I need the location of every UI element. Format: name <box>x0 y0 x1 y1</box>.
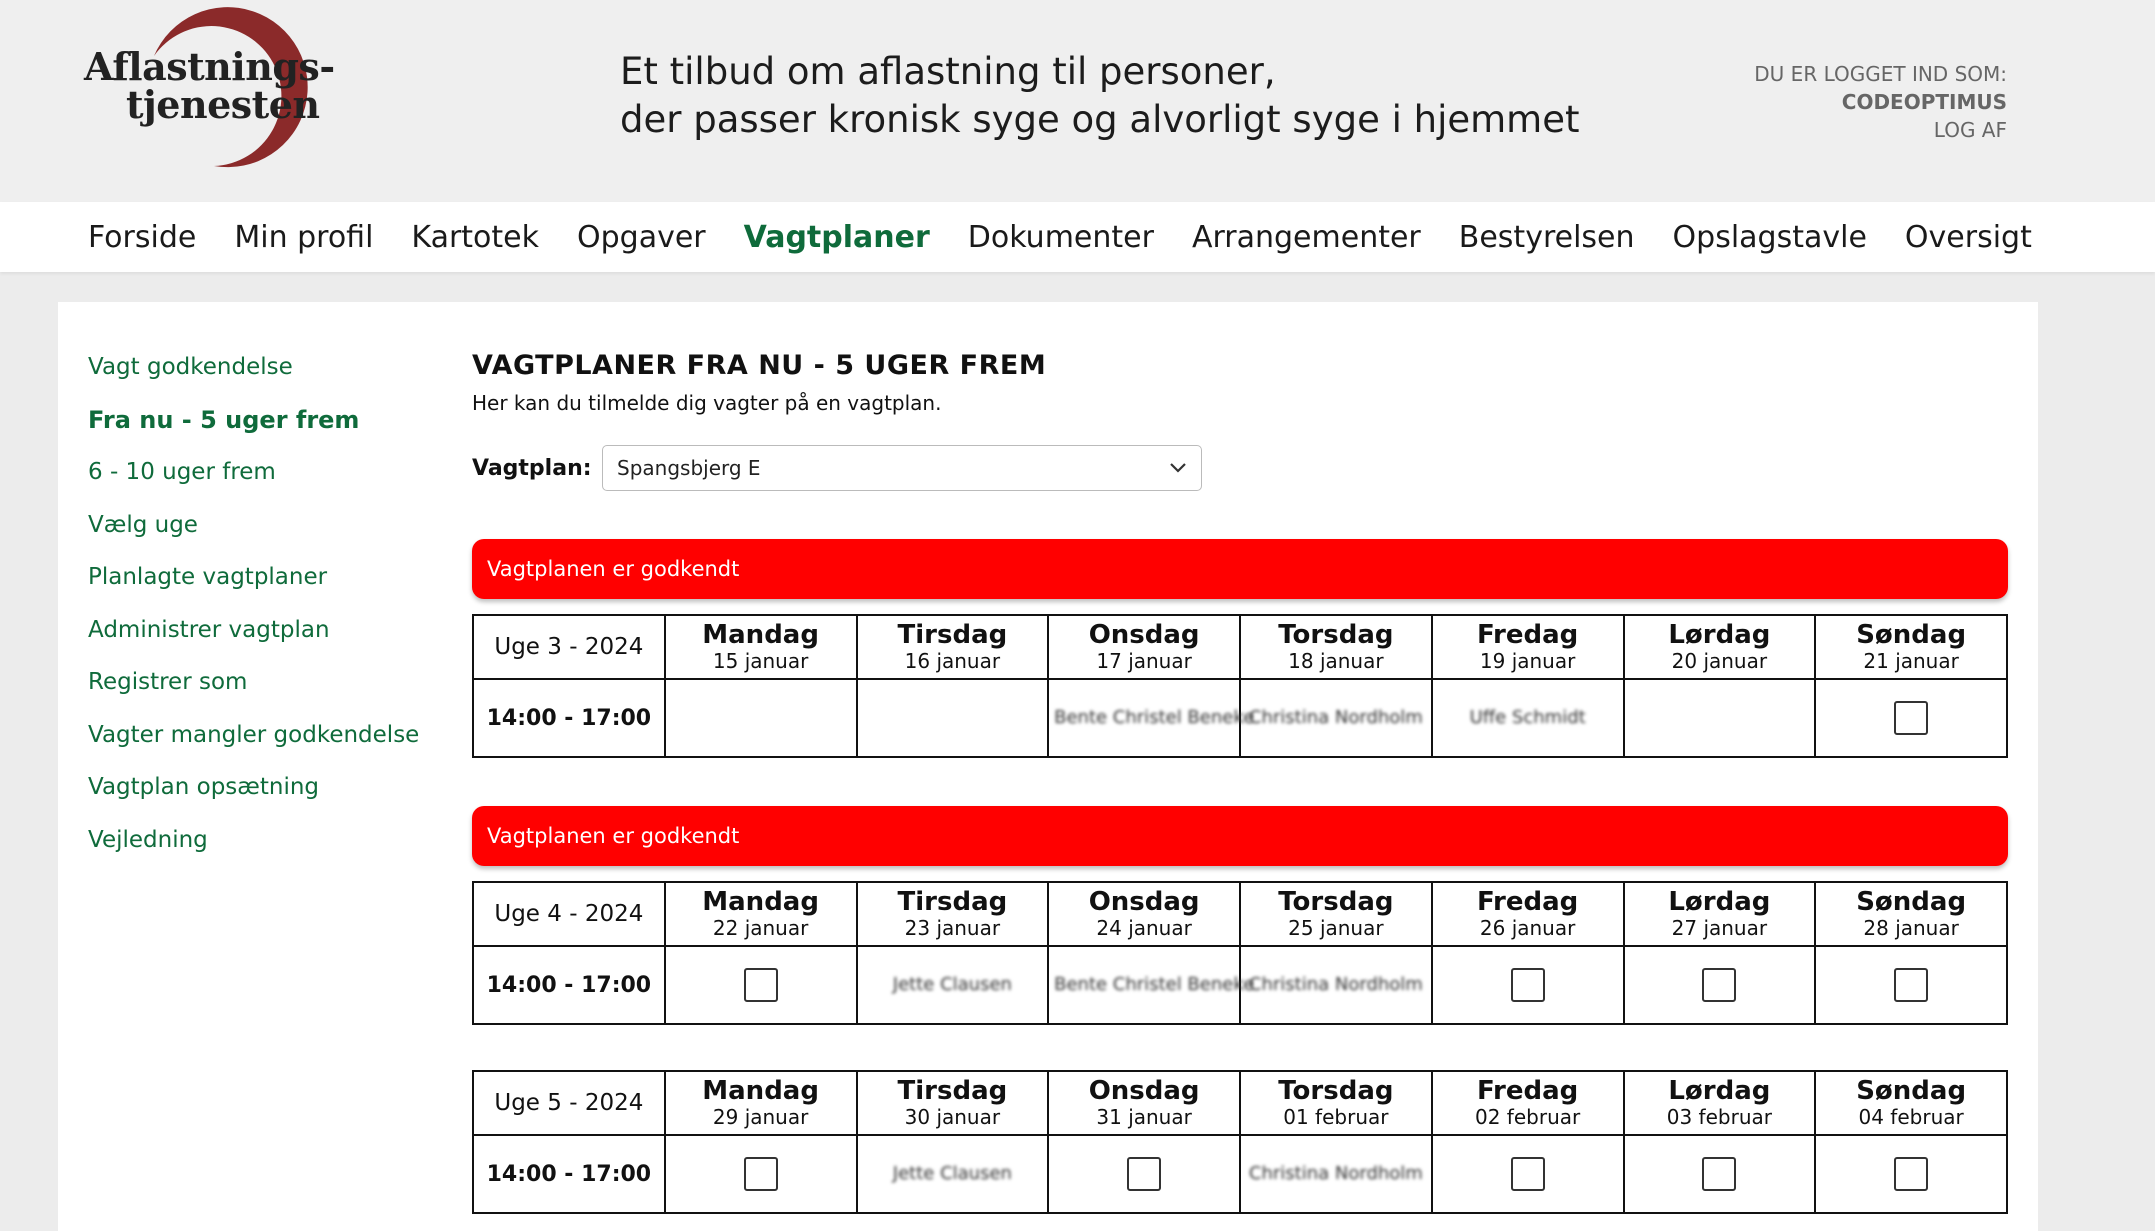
week-label: Uge 4 - 2024 <box>473 882 665 946</box>
shift-cell <box>857 679 1049 757</box>
assigned-person: Christina Nordholm <box>1248 974 1423 995</box>
day-date: 17 januar <box>1096 649 1192 673</box>
sidebar <box>88 352 468 877</box>
page-title: VAGTPLANER FRA NU - 5 UGER FREM <box>472 350 1047 381</box>
day-header <box>665 882 857 946</box>
nav-item-vagtplaner[interactable]: Vagtplaner <box>743 219 930 255</box>
week-block <box>472 1070 2008 1214</box>
username: CODEOPTIMUS <box>1841 90 2007 114</box>
shift-cell[interactable] <box>1815 1135 2007 1213</box>
nav-item-opslagstavle[interactable]: Opslagstavle <box>1672 219 1867 255</box>
day-date: 03 februar <box>1666 1105 1772 1129</box>
day-header <box>1048 1071 1240 1135</box>
week-header-row <box>473 1071 2007 1135</box>
day-header <box>665 615 857 679</box>
assigned-person: Jette Clausen <box>892 974 1012 995</box>
day-name: Fredag <box>1476 887 1579 917</box>
day-date: 30 januar <box>904 1105 1001 1129</box>
logo-line1: Aflastnings- <box>84 44 335 89</box>
signup-checkbox[interactable] <box>1127 1157 1161 1191</box>
day-name: Torsdag <box>1278 620 1394 650</box>
shift-cell <box>1240 679 1432 757</box>
shift-cell <box>1240 1135 1432 1213</box>
vagtplan-select-value: Spangsbjerg E <box>617 456 761 480</box>
day-header <box>1815 1071 2007 1135</box>
tagline-line2: der passer kronisk syge og alvorligt syge i hjemmet <box>620 98 1580 141</box>
day-header <box>1432 1071 1624 1135</box>
shift-cell[interactable] <box>1624 1135 1816 1213</box>
day-date: 31 januar <box>1096 1105 1192 1129</box>
logout-link[interactable]: LOG AF <box>1933 118 2007 142</box>
logo-line2: tjenesten <box>126 82 320 127</box>
day-header <box>1624 615 1816 679</box>
user-box <box>1754 60 2007 144</box>
sidebar-item[interactable]: Planlagte vagtplaner <box>88 564 328 590</box>
approved-banner: Vagtplanen er godkendt <box>472 539 2008 599</box>
vagtplan-select[interactable] <box>602 445 1202 491</box>
day-date: 25 januar <box>1288 916 1384 940</box>
assigned-person: Uffe Schmidt <box>1469 707 1586 728</box>
week-label: Uge 5 - 2024 <box>473 1071 665 1135</box>
signup-checkbox[interactable] <box>1511 968 1545 1002</box>
day-header <box>1240 882 1432 946</box>
nav-item-oversigt[interactable]: Oversigt <box>1904 219 2032 255</box>
day-header <box>1240 615 1432 679</box>
week-label: Uge 3 - 2024 <box>473 615 665 679</box>
shift-cell <box>857 1135 1049 1213</box>
sidebar-item[interactable]: Fra nu - 5 uger frem <box>88 405 360 434</box>
day-name: Søndag <box>1856 1076 1967 1106</box>
weeks-container <box>472 539 2008 1214</box>
day-header <box>857 615 1049 679</box>
nav-item-forside[interactable]: Forside <box>88 219 197 255</box>
shift-cell[interactable] <box>665 1135 857 1213</box>
day-date: 29 januar <box>712 1105 809 1129</box>
day-date: 15 januar <box>712 649 809 673</box>
day-name: Onsdag <box>1088 620 1200 650</box>
week-table <box>472 1070 2008 1214</box>
day-name: Søndag <box>1856 887 1967 917</box>
shift-row <box>473 679 2007 757</box>
sidebar-item[interactable]: Vagtplan opsætning <box>88 774 320 800</box>
signup-checkbox[interactable] <box>1894 701 1928 735</box>
nav-item-bestyrelsen[interactable]: Bestyrelsen <box>1458 219 1635 255</box>
week-block <box>472 806 2008 1025</box>
vagtplan-select-row <box>472 445 2008 491</box>
shift-time: 14:00 - 17:00 <box>473 679 665 757</box>
shift-cell <box>1048 946 1255 1024</box>
sidebar-item[interactable]: 6 - 10 uger frem <box>88 459 276 485</box>
day-header <box>1432 882 1624 946</box>
site-header <box>0 0 2155 202</box>
main-content <box>472 350 2008 1214</box>
assigned-person: Bente Christel Beneke <box>1054 974 1255 995</box>
day-name: Onsdag <box>1088 1076 1200 1106</box>
signup-checkbox[interactable] <box>1702 968 1736 1002</box>
day-name: Tirsdag <box>897 1076 1008 1106</box>
day-name: Lørdag <box>1668 620 1771 650</box>
shift-cell[interactable] <box>665 946 857 1024</box>
day-date: 23 januar <box>904 916 1001 940</box>
day-date: 16 januar <box>904 649 1001 673</box>
shift-time: 14:00 - 17:00 <box>473 1135 665 1213</box>
nav-item-opgaver[interactable]: Opgaver <box>577 219 706 255</box>
shift-cell[interactable] <box>1815 679 2007 757</box>
approved-banner: Vagtplanen er godkendt <box>472 806 2008 866</box>
nav-item-dokumenter[interactable]: Dokumenter <box>967 219 1154 255</box>
shift-row <box>473 1135 2007 1213</box>
signup-checkbox[interactable] <box>744 968 778 1002</box>
signup-checkbox[interactable] <box>1702 1157 1736 1191</box>
day-date: 21 januar <box>1863 649 1959 673</box>
day-header <box>1240 1071 1432 1135</box>
day-name: Fredag <box>1476 1076 1579 1106</box>
assigned-person: Jette Clausen <box>892 1163 1012 1184</box>
day-header <box>1815 615 2007 679</box>
day-date: 01 februar <box>1283 1105 1389 1129</box>
day-date: 20 januar <box>1671 649 1768 673</box>
logo[interactable] <box>84 16 335 174</box>
day-date: 27 januar <box>1671 916 1768 940</box>
sidebar-item[interactable]: Vagt godkendelse <box>88 354 293 380</box>
tagline <box>620 48 1580 144</box>
day-name: Tirsdag <box>897 620 1008 650</box>
day-name: Tirsdag <box>897 887 1008 917</box>
main-nav <box>0 202 2155 272</box>
assigned-person: Christina Nordholm <box>1248 1163 1423 1184</box>
week-header-row <box>473 615 2007 679</box>
day-name: Mandag <box>702 887 819 917</box>
day-name: Onsdag <box>1088 887 1200 917</box>
shift-cell <box>1240 946 1432 1024</box>
day-name: Lørdag <box>1668 1076 1771 1106</box>
day-date: 18 januar <box>1288 649 1384 673</box>
sidebar-item[interactable]: Vælg uge <box>88 511 198 538</box>
assigned-person: Christina Nordholm <box>1248 707 1423 728</box>
sidebar-item[interactable]: Registrer som <box>88 669 248 695</box>
signup-checkbox[interactable] <box>1511 1157 1545 1191</box>
sidebar-item[interactable]: Vejledning <box>88 826 208 853</box>
day-name: Mandag <box>702 620 819 650</box>
week-table <box>472 614 2008 758</box>
week-header-row <box>473 882 2007 946</box>
shift-cell <box>1624 679 1816 757</box>
shift-cell[interactable] <box>1432 946 1624 1024</box>
nav-item-min-profil[interactable]: Min profil <box>234 219 374 255</box>
logged-in-label: DU ER LOGGET IND SOM: <box>1754 62 2007 86</box>
day-date: 26 januar <box>1479 916 1576 940</box>
signup-checkbox[interactable] <box>1894 968 1928 1002</box>
assigned-person: Bente Christel Beneke <box>1054 707 1255 728</box>
shift-cell <box>857 946 1049 1024</box>
shift-row <box>473 946 2007 1024</box>
shift-cell[interactable] <box>1432 1135 1624 1213</box>
day-header <box>1048 882 1240 946</box>
shift-cell[interactable] <box>1624 946 1816 1024</box>
week-block <box>472 539 2008 758</box>
day-header <box>857 882 1049 946</box>
day-date: 04 februar <box>1858 1105 1964 1129</box>
signup-checkbox[interactable] <box>744 1157 778 1191</box>
day-name: Fredag <box>1476 620 1579 650</box>
day-date: 22 januar <box>712 916 809 940</box>
shift-time: 14:00 - 17:00 <box>473 946 665 1024</box>
day-header <box>1048 615 1240 679</box>
day-header <box>1624 882 1816 946</box>
shift-cell <box>1048 679 1255 757</box>
day-header <box>1432 615 1624 679</box>
content-card <box>58 302 2038 1231</box>
day-header <box>665 1071 857 1135</box>
day-header <box>1624 1071 1816 1135</box>
day-date: 24 januar <box>1096 916 1192 940</box>
tagline-line1: Et tilbud om aflastning til personer, <box>620 50 1276 93</box>
sidebar-item[interactable]: Administrer vagtplan <box>88 616 330 643</box>
signup-checkbox[interactable] <box>1894 1157 1928 1191</box>
day-header <box>857 1071 1049 1135</box>
chevron-down-icon <box>1169 462 1187 474</box>
nav-item-kartotek[interactable]: Kartotek <box>411 219 539 255</box>
day-name: Lørdag <box>1668 887 1771 917</box>
shift-cell[interactable] <box>1815 946 2007 1024</box>
day-date: 28 januar <box>1863 916 1959 940</box>
day-date: 02 februar <box>1475 1105 1581 1129</box>
day-header <box>1815 882 2007 946</box>
day-date: 19 januar <box>1479 649 1576 673</box>
shift-cell <box>1432 679 1624 757</box>
day-name: Torsdag <box>1278 1076 1394 1106</box>
sidebar-item[interactable]: Vagter mangler godkendelse <box>88 721 420 748</box>
week-table <box>472 881 2008 1025</box>
nav-item-arrangementer[interactable]: Arrangementer <box>1191 219 1421 255</box>
shift-cell <box>665 679 857 757</box>
page-subtitle: Her kan du tilmelde dig vagter på en vagtplan. <box>472 391 942 415</box>
shift-cell[interactable] <box>1048 1135 1240 1213</box>
day-name: Mandag <box>702 1076 819 1106</box>
day-name: Torsdag <box>1278 887 1394 917</box>
vagtplan-select-label: Vagtplan: <box>472 455 592 481</box>
day-name: Søndag <box>1856 620 1967 650</box>
